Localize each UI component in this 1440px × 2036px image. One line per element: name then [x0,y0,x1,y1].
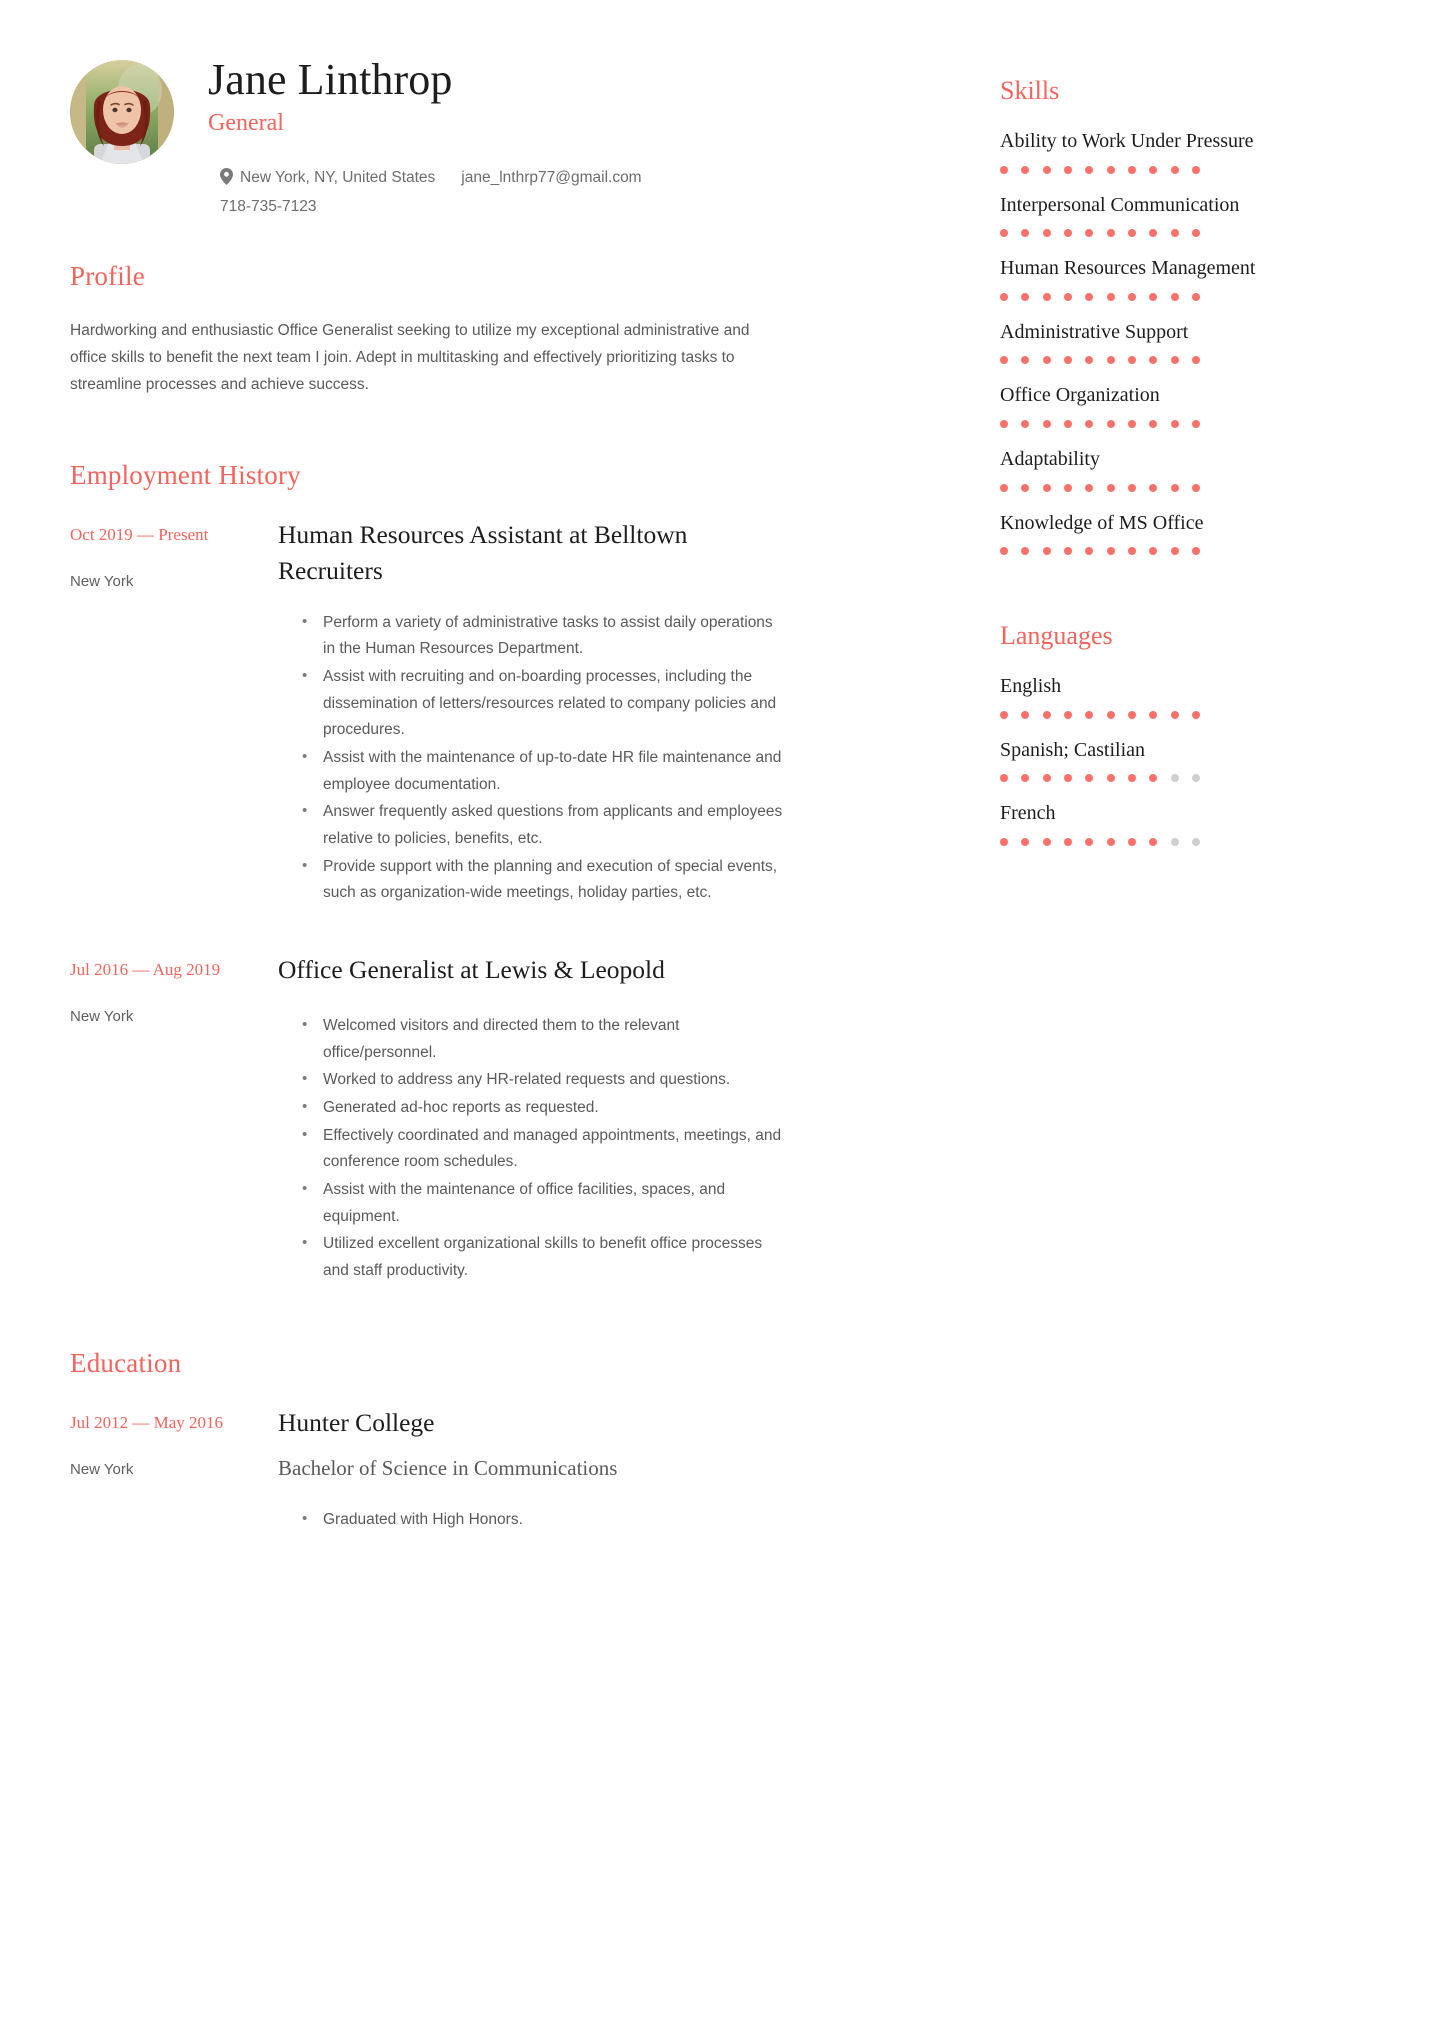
rating-dot [1128,711,1136,719]
skill-item [1000,510,1300,556]
language-item [1000,737,1300,783]
list-item: • Worked to address any HR-related requests and questions. [300,1067,783,1094]
language-label: Spanish; Castilian [1000,738,1145,761]
rating-dot [1085,711,1093,719]
rating-dot [1021,838,1029,846]
rating-dot [1021,166,1029,174]
list-item: • Generated ad-hoc reports as requested. [300,1095,783,1122]
rating-dot [1192,293,1200,301]
degree-text: Bachelor of Science in Communications [278,1455,618,1480]
entry-body [275,1405,960,1535]
entry-meta [70,1405,275,1478]
entry-body [275,517,960,908]
skill-item [1000,382,1300,428]
rating-dot [1128,420,1136,428]
rating-dot [1064,838,1072,846]
rating-dot [1043,838,1051,846]
skill-label: Human Resources Management [1000,257,1256,280]
skill-rating [1000,293,1200,301]
rating-dot [1000,166,1008,174]
rating-dot [1000,484,1008,492]
rating-dot [1085,547,1093,555]
rating-dot [1171,838,1179,846]
rating-dot [1149,420,1157,428]
language-rating [1000,774,1200,782]
skill-item [1000,319,1300,365]
rating-dot [1043,293,1051,301]
entry-meta [70,517,275,590]
language-label: English [1000,675,1062,698]
skill-label: Adaptability [1000,447,1100,470]
entry-body [275,952,960,1286]
skill-item [1000,446,1300,492]
education-entry [70,1405,960,1535]
list-item: • Assist with the maintenance of up-to-date HR file maintenance and employee documentation. [300,745,783,798]
employment-entry [70,952,960,1286]
rating-dot [1192,547,1200,555]
rating-dot [1000,420,1008,428]
skill-item [1000,128,1300,174]
rating-dot [1064,420,1072,428]
rating-dot [1085,229,1093,237]
rating-dot [1128,229,1136,237]
skill-item [1000,255,1300,301]
rating-dot [1064,711,1072,719]
rating-dot [1128,774,1136,782]
rating-dot [1107,484,1115,492]
rating-dot [1043,166,1051,174]
rating-dot [1171,774,1179,782]
employment-section [70,460,960,1285]
rating-dot [1021,356,1029,364]
rating-dot [1171,711,1179,719]
contact-details [208,163,960,222]
rating-dot [1192,166,1200,174]
entry-date: Jul 2016 — Aug 2019 [70,959,221,979]
rating-dot [1000,356,1008,364]
location-item [220,163,435,192]
entry-bullets [278,1507,960,1534]
rating-dot [1107,838,1115,846]
rating-dot [1149,547,1157,555]
language-rating [1000,711,1200,719]
rating-dot [1128,293,1136,301]
rating-dot [1107,229,1115,237]
rating-dot [1128,484,1136,492]
profile-heading: Profile [70,261,145,292]
rating-dot [1149,166,1157,174]
location-text: New York, NY, United States [240,168,436,186]
employment-heading: Employment History [70,460,301,491]
phone-text[interactable]: 718-735-7123 [220,197,317,215]
language-item [1000,673,1300,719]
rating-dot [1085,166,1093,174]
email-item[interactable] [461,163,641,192]
rating-dot [1128,838,1136,846]
rating-dot [1171,547,1179,555]
entry-date: Oct 2019 — Present [70,525,209,545]
rating-dot [1043,356,1051,364]
rating-dot [1149,774,1157,782]
rating-dot [1064,356,1072,364]
email-text[interactable]: jane_lnthrp77@gmail.com [461,168,642,186]
rating-dot [1064,229,1072,237]
list-item: • Assist with the maintenance of office facilities, spaces, and equipment. [300,1177,783,1230]
rating-dot [1000,838,1008,846]
map-pin-icon [220,168,233,185]
phone-item[interactable] [220,192,317,221]
rating-dot [1128,356,1136,364]
rating-dot [1021,774,1029,782]
skill-rating [1000,484,1200,492]
entry-heading: Hunter College [278,1407,435,1437]
rating-dot [1107,547,1115,555]
rating-dot [1171,293,1179,301]
rating-dot [1043,229,1051,237]
rating-dot [1107,356,1115,364]
rating-dot [1000,547,1008,555]
page-title: Jane Linthrop [208,55,453,104]
rating-dot [1064,484,1072,492]
entry-bullets [278,610,960,907]
rating-dot [1085,356,1093,364]
rating-dot [1107,711,1115,719]
resume-header [70,52,960,221]
rating-dot [1192,838,1200,846]
list-item: • Effectively coordinated and managed appointments, meetings, and conference room schedules. [300,1123,783,1176]
skill-rating [1000,356,1200,364]
rating-dot [1171,166,1179,174]
rating-dot [1043,711,1051,719]
rating-dot [1149,838,1157,846]
skill-label: Office Organization [1000,384,1160,407]
list-item: • Utilized excellent organizational skills to benefit office processes and staff productivity. [300,1231,783,1284]
list-item: • Provide support with the planning and execution of special events, such as organization-wide meetings, holiday parties, etc. [300,854,783,907]
rating-dot [1085,838,1093,846]
entry-date: Jul 2012 — May 2016 [70,1412,223,1432]
skills-list [1000,128,1300,555]
rating-dot [1107,166,1115,174]
list-item: • Assist with recruiting and on-boarding processes, including the dissemination of letters/resources related to company policies and procedures. [300,664,783,744]
sidebar [1000,52,1300,2036]
rating-dot [1021,484,1029,492]
languages-list [1000,673,1300,846]
list-item: • Answer frequently asked questions from applicants and employees relative to policies, benefits, etc. [300,799,783,852]
rating-dot [1085,293,1093,301]
rating-dot [1192,711,1200,719]
rating-dot [1128,547,1136,555]
entry-heading: Office Generalist at Lewis & Leopold [278,954,665,984]
language-rating [1000,838,1200,846]
rating-dot [1043,774,1051,782]
job-title: General [208,109,284,136]
rating-dot [1064,774,1072,782]
entry-heading: Human Resources Assistant at Belltown Recruiters [278,520,688,585]
list-item: • Graduated with High Honors. [300,1507,783,1534]
profile-section [70,261,960,398]
rating-dot [1021,711,1029,719]
rating-dot [1192,356,1200,364]
rating-dot [1021,547,1029,555]
language-label: French [1000,802,1056,825]
skill-rating [1000,166,1200,174]
skill-rating [1000,547,1200,555]
list-item: • Perform a variety of administrative tasks to assist daily operations in the Human Resources Department. [300,610,783,663]
rating-dot [1000,293,1008,301]
skill-label: Interpersonal Communication [1000,193,1240,216]
rating-dot [1085,484,1093,492]
rating-dot [1085,774,1093,782]
rating-dot [1149,229,1157,237]
list-item: • Welcomed visitors and directed them to the relevant office/personnel. [300,1013,783,1066]
rating-dot [1171,420,1179,428]
rating-dot [1021,293,1029,301]
rating-dot [1171,356,1179,364]
rating-dot [1192,484,1200,492]
entry-city: New York [70,573,134,591]
rating-dot [1107,774,1115,782]
rating-dot [1107,293,1115,301]
rating-dot [1171,484,1179,492]
rating-dot [1128,166,1136,174]
avatar [70,60,174,164]
skill-rating [1000,229,1200,237]
rating-dot [1021,420,1029,428]
rating-dot [1192,229,1200,237]
rating-dot [1000,229,1008,237]
rating-dot [1171,229,1179,237]
rating-dot [1064,547,1072,555]
rating-dot [1043,420,1051,428]
rating-dot [1043,484,1051,492]
skill-item [1000,192,1300,238]
rating-dot [1149,711,1157,719]
entry-city: New York [70,1007,134,1025]
rating-dot [1000,774,1008,782]
rating-dot [1000,711,1008,719]
skill-label: Ability to Work Under Pressure [1000,130,1254,152]
rating-dot [1149,293,1157,301]
rating-dot [1021,229,1029,237]
rating-dot [1107,420,1115,428]
skill-rating [1000,420,1200,428]
entry-meta [70,952,275,1025]
rating-dot [1192,774,1200,782]
education-heading: Education [70,1347,182,1378]
profile-text: Hardworking and enthusiastic Office Generalist seeking to utilize my exceptional administrative and office skills to benefit the next team I join. Adept in multitasking and effectively prioritizing tasks to streamline processes and achieve success. [70,322,750,393]
languages-heading: Languages [1000,621,1113,651]
entry-bullets [278,1013,960,1285]
rating-dot [1064,166,1072,174]
rating-dot [1043,547,1051,555]
rating-dot [1085,420,1093,428]
header-text [208,52,960,221]
skills-heading: Skills [1000,76,1060,105]
skill-label: Administrative Support [1000,320,1189,343]
main-column [70,52,1000,2036]
rating-dot [1149,356,1157,364]
rating-dot [1192,420,1200,428]
education-section [70,1348,960,1535]
language-item [1000,800,1300,846]
skill-label: Knowledge of MS Office [1000,511,1204,534]
rating-dot [1064,293,1072,301]
entry-city: New York [70,1460,134,1478]
rating-dot [1149,484,1157,492]
employment-entry [70,517,960,908]
